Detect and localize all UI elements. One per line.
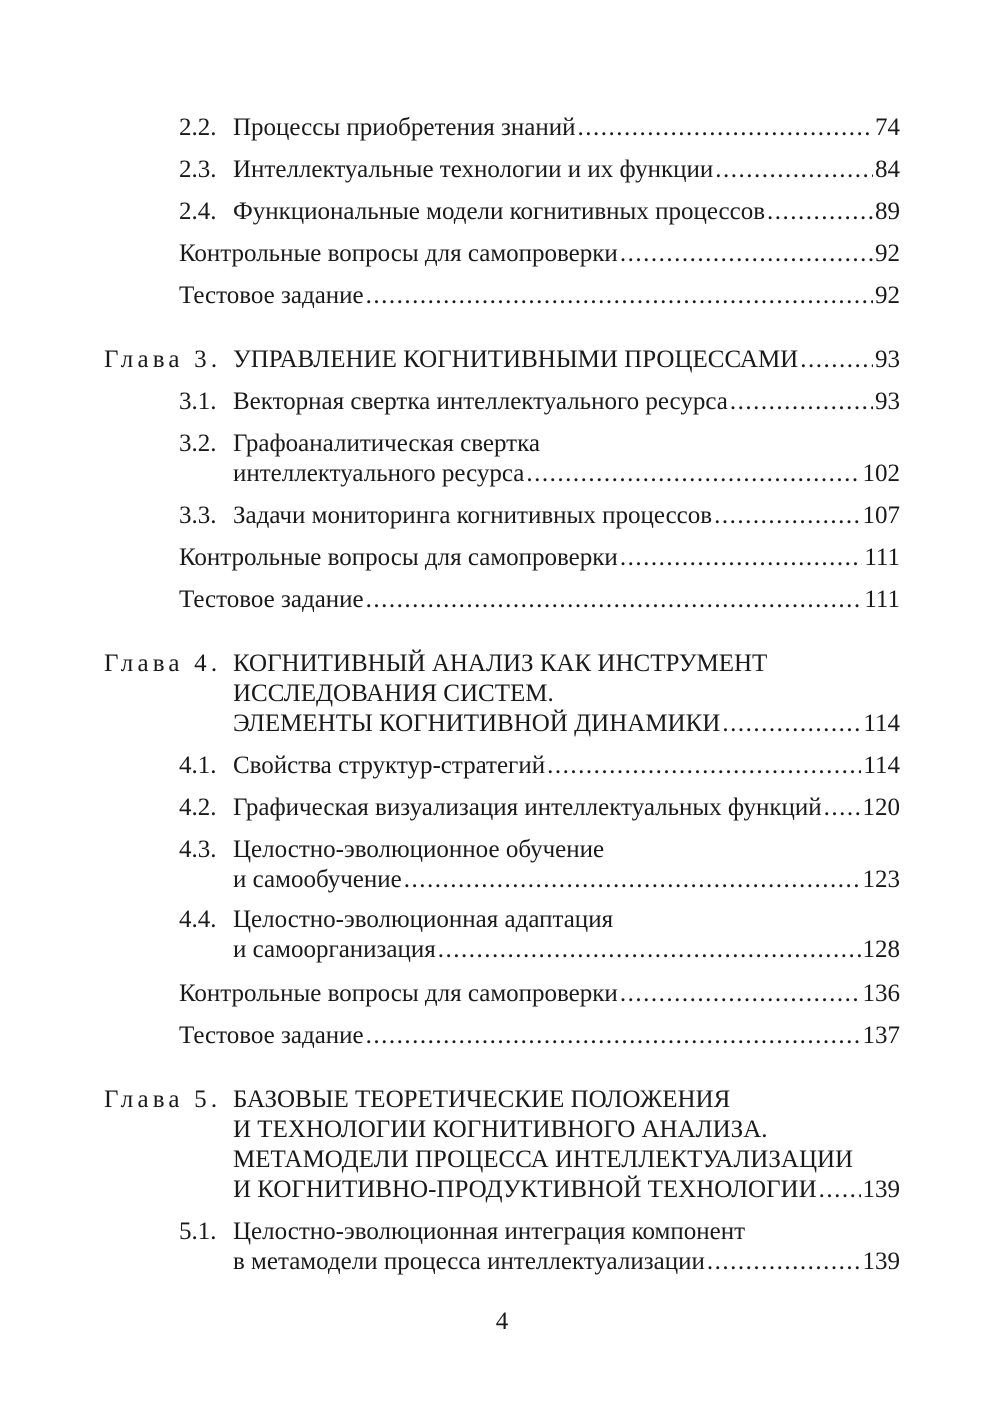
- page-ref: 139: [862, 1248, 900, 1275]
- toc-entry-line: [233, 1217, 745, 1247]
- dot-leader: [730, 387, 873, 417]
- page-ref: 89: [875, 198, 900, 225]
- toc-entry-title: МЕТАМОДЕЛИ ПРОЦЕССА ИНТЕЛЛЕКТУАЛИЗАЦИИ: [233, 1146, 854, 1173]
- chapter-label: Глава 5.: [104, 1086, 222, 1113]
- chapter-label: Глава 4.: [104, 650, 222, 677]
- toc-entry-line: [233, 429, 540, 459]
- toc-entry-line: [233, 1145, 853, 1175]
- toc-entry-title: ИССЛЕДОВАНИЯ СИСТЕМ.: [233, 680, 554, 707]
- page-ref: 84: [875, 156, 900, 183]
- page-ref: 136: [862, 980, 900, 1007]
- toc-entry-line: [179, 281, 900, 311]
- section-number: 5.1.: [179, 1218, 217, 1245]
- toc-entry-line: [233, 155, 900, 185]
- dot-leader: [404, 865, 861, 895]
- section-number: 4.1.: [179, 752, 217, 779]
- page-ref: 114: [863, 752, 900, 779]
- dot-leader: [715, 155, 873, 185]
- dot-leader: [366, 1021, 861, 1051]
- toc-entry-title: Контрольные вопросы для самопроверки: [179, 544, 618, 571]
- dot-leader: [800, 345, 873, 375]
- section-number: 4.4.: [179, 906, 217, 933]
- dot-leader: [819, 1175, 861, 1205]
- toc-entry-title: УПРАВЛЕНИЕ КОГНИТИВНЫМИ ПРОЦЕССАМИ: [233, 346, 799, 373]
- toc-entry-line: [233, 709, 900, 739]
- page-ref: 93: [875, 388, 900, 415]
- toc-entry-title: Векторная свертка интеллектуального ресурса: [233, 388, 728, 415]
- toc-entry-line: [179, 585, 900, 615]
- toc-entry-line: [233, 1175, 900, 1205]
- section-number: 2.4.: [179, 198, 217, 225]
- page-ref: 128: [862, 936, 900, 963]
- dot-leader: [722, 709, 861, 739]
- page-ref: 102: [862, 460, 900, 487]
- toc-entry-line: [233, 345, 900, 375]
- toc-entry-line: [233, 197, 900, 227]
- toc-entry-title: И КОГНИТИВНО-ПРОДУКТИВНОЙ ТЕХНОЛОГИИ: [233, 1176, 817, 1203]
- toc-entry-line: [233, 751, 900, 781]
- page-ref: 120: [862, 794, 900, 821]
- page-ref: 114: [863, 710, 900, 737]
- toc-entry-title: ЭЛЕМЕНТЫ КОГНИТИВНОЙ ДИНАМИКИ: [233, 710, 721, 737]
- toc-entry-line: [233, 1115, 768, 1145]
- dot-leader: [620, 979, 861, 1009]
- toc-entry-title: И ТЕХНОЛОГИИ КОГНИТИВНОГО АНАЛИЗА.: [233, 1116, 768, 1143]
- dot-leader: [620, 239, 873, 269]
- toc-entry-title: БАЗОВЫЕ ТЕОРЕТИЧЕСКИЕ ПОЛОЖЕНИЯ: [233, 1086, 731, 1113]
- dot-leader: [707, 1247, 861, 1277]
- toc-entry-line: [179, 1021, 900, 1051]
- section-number: 3.1.: [179, 388, 217, 415]
- toc-entry-line: [233, 935, 900, 965]
- dot-leader: [824, 793, 861, 823]
- toc-entry-line: [233, 679, 554, 709]
- toc-entry-title: КОГНИТИВНЫЙ АНАЛИЗ КАК ИНСТРУМЕНТ: [233, 650, 768, 677]
- toc-entry-title: Графоаналитическая свертка: [233, 430, 540, 457]
- dot-leader: [767, 197, 873, 227]
- toc-entry-title: Целостно-эволюционная адаптация: [233, 906, 614, 933]
- toc-entry-title: и самообучение: [233, 866, 402, 893]
- section-number: 2.3.: [179, 156, 217, 183]
- toc-entry-title: Процессы приобретения знаний: [233, 114, 576, 141]
- toc-entry-line: [233, 835, 604, 865]
- toc-entry-line: [233, 387, 900, 417]
- toc-entry-line: [233, 1085, 730, 1115]
- chapter-label: Глава 3.: [104, 346, 222, 373]
- toc-entry-title: в метамодели процесса интеллектуализации: [233, 1248, 705, 1275]
- toc-entry-title: Контрольные вопросы для самопроверки: [179, 240, 618, 267]
- section-number: 3.2.: [179, 430, 217, 457]
- toc-entry-title: Интеллектуальные технологии и их функции: [233, 156, 714, 183]
- toc-entry-title: Целостно-эволюционная интеграция компонент: [233, 1218, 746, 1245]
- dot-leader: [526, 459, 860, 489]
- toc-entry-title: Целостно-эволюционное обучение: [233, 836, 605, 863]
- toc-entry-line: [179, 543, 900, 573]
- toc-entry-line: [179, 979, 900, 1009]
- page-number: 4: [495, 1308, 509, 1335]
- toc-entry-line: [233, 905, 613, 935]
- section-number: 4.2.: [179, 794, 217, 821]
- page-ref: 111: [864, 586, 900, 613]
- section-number: 2.2.: [179, 114, 217, 141]
- page-ref: 107: [862, 502, 900, 529]
- dot-leader: [714, 501, 860, 531]
- toc-entry-line: [233, 649, 767, 679]
- toc-entry-title: Тестовое задание: [179, 282, 364, 309]
- toc-entry-title: Контрольные вопросы для самопроверки: [179, 980, 618, 1007]
- toc-entry-line: [233, 459, 900, 489]
- toc-entry-title: Тестовое задание: [179, 586, 364, 613]
- toc-entry-line: [233, 865, 900, 895]
- page-ref: 123: [862, 866, 900, 893]
- toc-entry-line: [233, 1247, 900, 1277]
- page-ref: 139: [862, 1176, 900, 1203]
- page-ref: 74: [875, 114, 900, 141]
- toc-entry-title: интеллектуального ресурса: [233, 460, 525, 487]
- toc-entry-title: Тестовое задание: [179, 1022, 364, 1049]
- toc-entry-title: и самоорганизация: [233, 936, 436, 963]
- section-number: 4.3.: [179, 836, 217, 863]
- toc-entry-title: Задачи мониторинга когнитивных процессов: [233, 502, 713, 529]
- toc-entry-title: Графическая визуализация интеллектуальных функций: [233, 794, 822, 821]
- page-ref: 92: [875, 240, 900, 267]
- toc-entry-line: [233, 501, 900, 531]
- page-ref: 137: [862, 1022, 900, 1049]
- dot-leader: [366, 281, 873, 311]
- page-ref: 93: [875, 346, 900, 373]
- toc-entry-title: Свойства структур-стратегий: [233, 752, 546, 779]
- page-ref: 111: [864, 544, 900, 571]
- toc-entry-line: [233, 113, 900, 143]
- dot-leader: [438, 935, 861, 965]
- dot-leader: [620, 543, 863, 573]
- page-ref: 92: [875, 282, 900, 309]
- toc-entry-line: [233, 793, 900, 823]
- toc-entry-line: [179, 239, 900, 269]
- section-number: 3.3.: [179, 502, 217, 529]
- dot-leader: [547, 751, 861, 781]
- toc-entry-title: Функциональные модели когнитивных процессов: [233, 198, 766, 225]
- dot-leader: [577, 113, 873, 143]
- dot-leader: [366, 585, 863, 615]
